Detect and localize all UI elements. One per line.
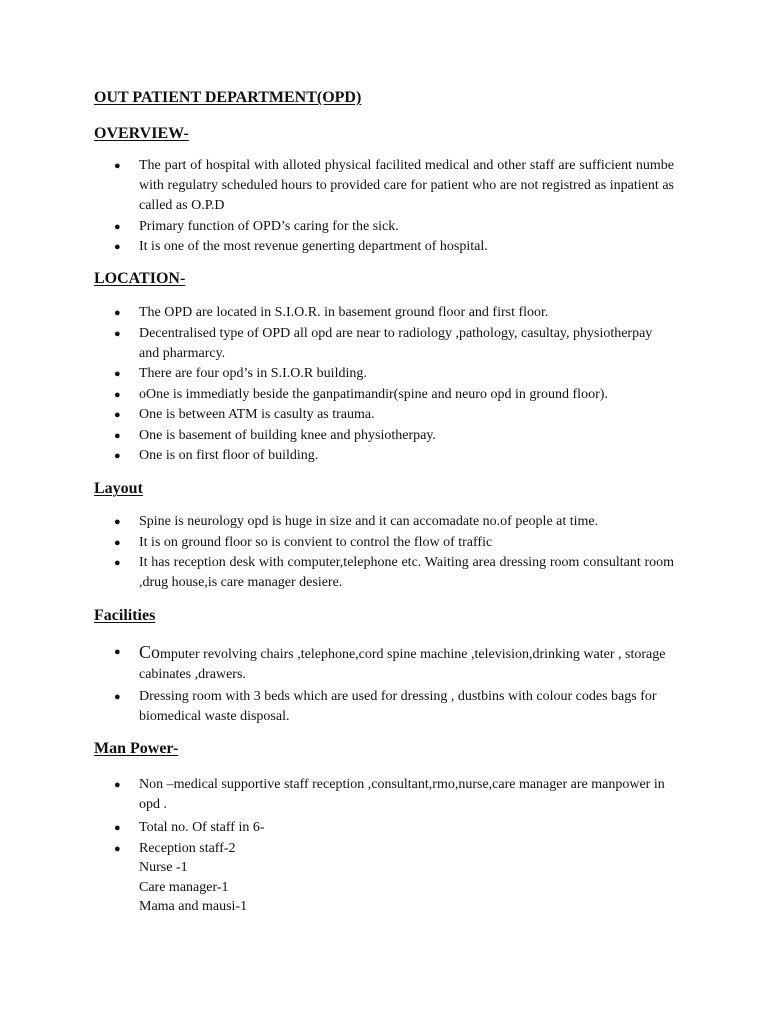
- list-item: ● One is between ATM is casulty as trauma.: [0, 405, 674, 425]
- bullet-icon: ●: [114, 388, 121, 401]
- bullet-icon: ●: [114, 327, 121, 340]
- list-item: ● There are four opd’s in S.I.O.R building.: [0, 364, 674, 384]
- bullet-icon: ●: [114, 646, 121, 658]
- bullet-icon: ●: [114, 241, 121, 253]
- bullet-icon: ●: [114, 429, 121, 442]
- bullet-icon: ●: [114, 450, 121, 462]
- bullet-icon: ●: [114, 779, 121, 791]
- layout-list: [0, 512, 674, 594]
- list-item: ● Computer revolving chairs ,telephone,cord spine machine ,television,drinking water , storage cabinates ,drawers.: [114, 642, 666, 682]
- list-item: ● Dressing room with 3 beds which are used for dressing , dustbins with colour codes bags for biomedical waste disposal.: [114, 689, 657, 724]
- location-heading: LOCATION-: [94, 270, 186, 287]
- staff-line: Care manager-1: [139, 879, 229, 895]
- list-item: ● Total no. Of staff in 6-: [0, 818, 674, 838]
- bullet-icon: ●: [114, 557, 121, 569]
- bullet-icon: ●: [114, 368, 121, 380]
- bullet-icon: ●: [114, 160, 121, 172]
- bullet-icon: ●: [114, 691, 121, 703]
- bullet-icon: ●: [114, 842, 121, 855]
- bullet-icon: ●: [114, 822, 121, 834]
- manpower-list: [0, 775, 674, 917]
- location-list: [0, 303, 674, 467]
- list-item: ● oOne is immediatly beside the ganpatimandir(spine and neuro opd in ground floor).: [0, 385, 674, 405]
- layout-heading: Layout: [94, 480, 143, 497]
- list-item: ● Non –medical supportive staff reception ,consultant,rmo,nurse,care manager are manpower in opd .: [114, 777, 665, 812]
- staff-line: Mama and mausi-1: [139, 899, 248, 914]
- list-item: ● The part of hospital with alloted physical facilited medical and other staff are sufficient numbe with regulatry scheduled hours to provided care for patient who are not registred as inpatient as called as O.P.D: [114, 158, 674, 213]
- list-item: ● It is one of the most revenue generting department of hospital.: [0, 237, 674, 257]
- list-item: ● Spine is neurology opd is huge in size and it can accomadate no.of people at time.: [0, 512, 674, 532]
- facilities-heading: Facilities: [94, 607, 156, 624]
- bullet-icon: ●: [114, 409, 121, 421]
- bullet-icon: ●: [114, 516, 121, 528]
- staff-line: Nurse -1: [139, 860, 188, 875]
- overview-heading: OVERVIEW-: [94, 125, 189, 142]
- bullet-icon: ●: [114, 536, 121, 549]
- staff-line: Reception staff-2: [139, 840, 236, 856]
- manpower-heading: Man Power-: [94, 740, 179, 757]
- list-item: ● It has reception desk with computer,telephone etc. Waiting area dressing room consultant room ,drug house,is care manager desiere.: [114, 555, 674, 590]
- list-item: ● Primary function of OPD’s caring for the sick.: [0, 217, 674, 237]
- staff-breakdown: [139, 839, 674, 917]
- overview-list: [0, 156, 674, 258]
- list-item: ● The OPD are located in S.I.O.R. in basement ground floor and first floor.: [0, 303, 674, 323]
- bullet-icon: ●: [114, 307, 121, 319]
- document-title: OUT PATIENT DEPARTMENT(OPD): [94, 89, 362, 106]
- large-initial-text: Co: [139, 642, 161, 662]
- list-item: ● Decentralised type of OPD all opd are near to radiology ,pathology, casultay, physiotherpay and pharmarcy.: [114, 325, 653, 361]
- list-item: [0, 839, 674, 917]
- bullet-icon: ●: [114, 220, 121, 233]
- list-item: ● One is basement of building knee and physiotherpay.: [0, 426, 674, 446]
- list-item: ● It is on ground floor so is convient to control the flow of traffic: [0, 533, 674, 553]
- facilities-list: [0, 642, 674, 728]
- list-item: ● One is on first floor of building.: [0, 446, 674, 466]
